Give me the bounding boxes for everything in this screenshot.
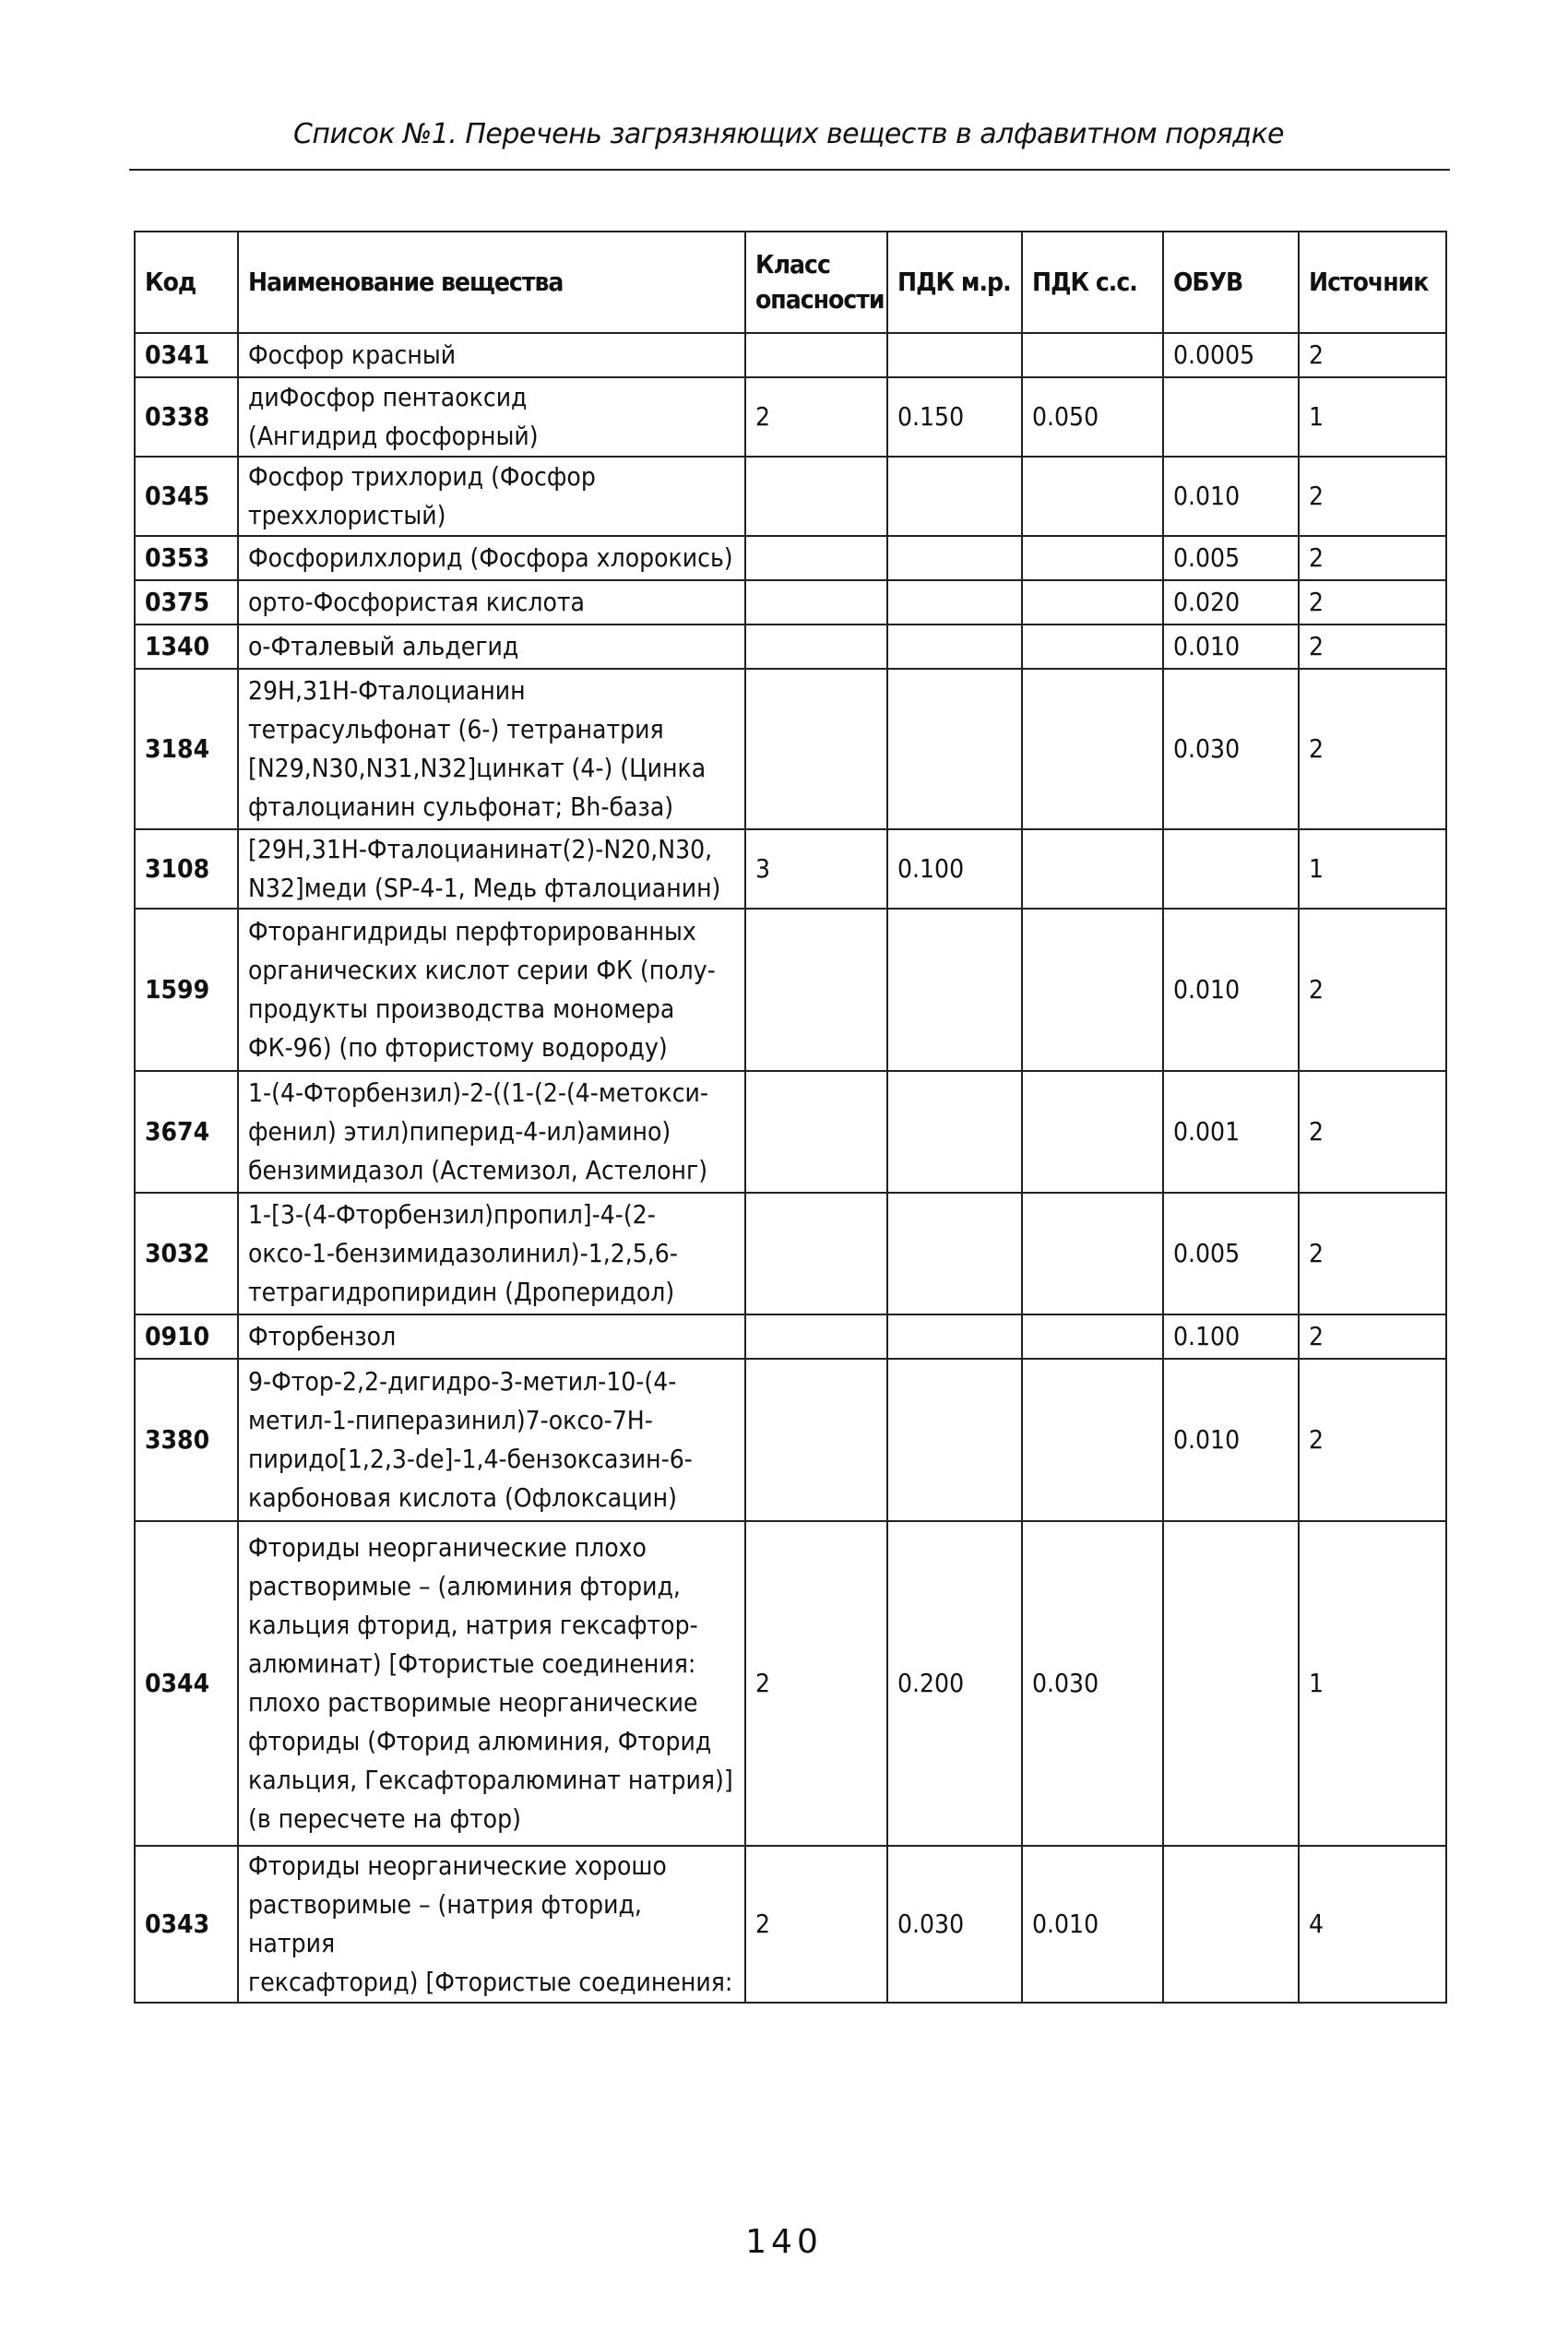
cell-pdk-mr — [887, 457, 1022, 536]
cell-hazard-class — [745, 1314, 887, 1359]
table-row — [135, 669, 1446, 829]
cell-obuv: 0.005 — [1163, 1193, 1299, 1314]
table-row — [135, 624, 1446, 669]
cell-pdk-ss — [1022, 1359, 1163, 1521]
table-row — [135, 457, 1446, 536]
cell-source: 2 — [1299, 909, 1446, 1071]
cell-pdk-ss: 0.050 — [1022, 377, 1163, 457]
cell-code: 3184 — [135, 669, 238, 829]
cell-code: 0353 — [135, 536, 238, 580]
table-row — [135, 1314, 1446, 1359]
cell-obuv: 0.100 — [1163, 1314, 1299, 1359]
col-header-obuv: ОБУВ — [1163, 232, 1299, 333]
cell-source: 1 — [1299, 1521, 1446, 1846]
col-header-pdk-ss: ПДК с.с. — [1022, 232, 1163, 333]
col-header-name: Наименование вещества — [238, 232, 745, 333]
cell-pdk-mr — [887, 909, 1022, 1071]
table-row — [135, 333, 1446, 377]
cell-obuv: 0.010 — [1163, 909, 1299, 1071]
cell-obuv — [1163, 1521, 1299, 1846]
cell-source: 2 — [1299, 1193, 1446, 1314]
cell-obuv: 0.0005 — [1163, 333, 1299, 377]
cell-hazard-class — [745, 457, 887, 536]
cell-pdk-ss — [1022, 580, 1163, 624]
cell-obuv: 0.005 — [1163, 536, 1299, 580]
cell-name: Фосфор красный — [238, 333, 745, 377]
cell-name: [29H,31H-Фталоцианинат(2)-N20,N30, N32]меди (SP-4-1, Медь фталоцианин) — [238, 829, 745, 909]
table-row — [135, 1521, 1446, 1846]
cell-name: Фторбензол — [238, 1314, 745, 1359]
cell-hazard-class — [745, 1359, 887, 1521]
substances-table — [134, 231, 1447, 2004]
cell-code: 3674 — [135, 1071, 238, 1193]
cell-pdk-mr: 0.150 — [887, 377, 1022, 457]
table-row — [135, 377, 1446, 457]
cell-source: 2 — [1299, 457, 1446, 536]
cell-hazard-class — [745, 909, 887, 1071]
cell-code: 1340 — [135, 624, 238, 669]
cell-name: Фосфорилхлорид (Фосфора хлорокись) — [238, 536, 745, 580]
cell-pdk-ss — [1022, 457, 1163, 536]
cell-source: 2 — [1299, 580, 1446, 624]
cell-pdk-mr — [887, 624, 1022, 669]
col-header-code: Код — [135, 232, 238, 333]
cell-code: 0341 — [135, 333, 238, 377]
cell-hazard-class — [745, 580, 887, 624]
table-body — [135, 333, 1446, 2003]
header-rule — [129, 169, 1450, 171]
cell-pdk-ss: 0.030 — [1022, 1521, 1163, 1846]
cell-hazard-class — [745, 669, 887, 829]
cell-code: 0343 — [135, 1846, 238, 2003]
cell-hazard-class — [745, 624, 887, 669]
cell-code: 0345 — [135, 457, 238, 536]
cell-hazard-class — [745, 1071, 887, 1193]
cell-pdk-ss — [1022, 1071, 1163, 1193]
cell-obuv — [1163, 829, 1299, 909]
cell-code: 1599 — [135, 909, 238, 1071]
cell-source: 2 — [1299, 669, 1446, 829]
cell-name: 1-[3-(4-Фторбензил)пропил]-4-(2- оксо-1-бензимидазолинил)-1,2,5,6- тетрагидропиридин (Дроперидол) — [238, 1193, 745, 1314]
col-header-pdk-mr: ПДК м.р. — [887, 232, 1022, 333]
cell-name: Фториды неорганические плохо растворимые – (алюминия фторид, кальция фторид, натрия гексафтор- алюминат) [Фтористые соединения: плохо растворимые неорганические фториды (Фторид алюминия, Фторид кальция, Гексафторалюминат натрия)] (в пересчете на фтор) — [238, 1521, 745, 1846]
cell-pdk-mr — [887, 1193, 1022, 1314]
cell-obuv — [1163, 377, 1299, 457]
cell-pdk-ss: 0.010 — [1022, 1846, 1163, 2003]
cell-name: 29H,31H-Фталоцианин тетрасульфонат (6-) тетранатрия [N29,N30,N31,N32]цинкат (4-) (Цинка фталоцианин сульфонат; Bh-база) — [238, 669, 745, 829]
cell-pdk-mr — [887, 1359, 1022, 1521]
cell-name: диФосфор пентаоксид (Ангидрид фосфорный) — [238, 377, 745, 457]
cell-name: орто-Фосфористая кислота — [238, 580, 745, 624]
table-row — [135, 580, 1446, 624]
cell-source: 4 — [1299, 1846, 1446, 2003]
cell-name: Фториды неорганические хорошо растворимые – (натрия фторид, натрия гексафторид) [Фтористые соединения: — [238, 1846, 745, 2003]
cell-pdk-mr: 0.030 — [887, 1846, 1022, 2003]
running-header: Список №1. Перечень загрязняющих веществ в алфавитном порядке — [292, 118, 1285, 150]
cell-hazard-class: 2 — [745, 377, 887, 457]
cell-pdk-ss — [1022, 909, 1163, 1071]
cell-name: 9-Фтор-2,2-дигидро-3-метил-10-(4- метил-1-пиперазинил)7-оксо-7Н- пиридо[1,2,3-de]-1,4-бензоксазин-6- карбоновая кислота (Офлоксацин) — [238, 1359, 745, 1521]
col-header-hazard-class: Класс опасности — [745, 232, 887, 333]
cell-code: 0338 — [135, 377, 238, 457]
cell-code: 0910 — [135, 1314, 238, 1359]
cell-source: 1 — [1299, 377, 1446, 457]
cell-code: 3380 — [135, 1359, 238, 1521]
cell-source: 2 — [1299, 1359, 1446, 1521]
table-row — [135, 1846, 1446, 2003]
cell-obuv: 0.010 — [1163, 457, 1299, 536]
cell-code: 0344 — [135, 1521, 238, 1846]
cell-pdk-ss — [1022, 669, 1163, 829]
cell-source: 2 — [1299, 624, 1446, 669]
page-number: 140 — [745, 2223, 823, 2261]
cell-name: Фосфор трихлорид (Фосфор треххлористый) — [238, 457, 745, 536]
cell-obuv: 0.030 — [1163, 669, 1299, 829]
cell-source: 2 — [1299, 1314, 1446, 1359]
cell-code: 0375 — [135, 580, 238, 624]
cell-pdk-ss — [1022, 1314, 1163, 1359]
cell-pdk-ss — [1022, 624, 1163, 669]
cell-source: 1 — [1299, 829, 1446, 909]
table-row — [135, 909, 1446, 1071]
cell-obuv: 0.001 — [1163, 1071, 1299, 1193]
cell-pdk-mr — [887, 1314, 1022, 1359]
cell-pdk-mr: 0.200 — [887, 1521, 1022, 1846]
cell-source: 2 — [1299, 1071, 1446, 1193]
cell-hazard-class: 2 — [745, 1521, 887, 1846]
cell-pdk-mr — [887, 1071, 1022, 1193]
cell-name: о-Фталевый альдегид — [238, 624, 745, 669]
cell-pdk-mr — [887, 536, 1022, 580]
table-row — [135, 1071, 1446, 1193]
table-row — [135, 1359, 1446, 1521]
cell-name: Фторангидриды перфторированных органических кислот серии ФК (полу- продукты производства мономера ФК-96) (по фтористому водороду) — [238, 909, 745, 1071]
cell-pdk-mr — [887, 333, 1022, 377]
cell-hazard-class — [745, 333, 887, 377]
col-header-source: Источник — [1299, 232, 1446, 333]
cell-obuv: 0.010 — [1163, 624, 1299, 669]
cell-hazard-class — [745, 536, 887, 580]
cell-pdk-ss — [1022, 829, 1163, 909]
cell-code: 3108 — [135, 829, 238, 909]
cell-pdk-ss — [1022, 536, 1163, 580]
cell-name: 1-(4-Фторбензил)-2-((1-(2-(4-метокси- фенил) этил)пиперид-4-ил)амино) бензимидазол (Астемизол, Астелонг) — [238, 1071, 745, 1193]
cell-obuv: 0.020 — [1163, 580, 1299, 624]
cell-pdk-mr: 0.100 — [887, 829, 1022, 909]
cell-obuv: 0.010 — [1163, 1359, 1299, 1521]
cell-hazard-class — [745, 1193, 887, 1314]
cell-pdk-mr — [887, 669, 1022, 829]
table-row — [135, 536, 1446, 580]
table-header-row — [135, 232, 1446, 333]
table-row — [135, 1193, 1446, 1314]
cell-pdk-ss — [1022, 333, 1163, 377]
cell-source: 2 — [1299, 536, 1446, 580]
cell-pdk-ss — [1022, 1193, 1163, 1314]
cell-code: 3032 — [135, 1193, 238, 1314]
cell-source: 2 — [1299, 333, 1446, 377]
cell-pdk-mr — [887, 580, 1022, 624]
table-row — [135, 829, 1446, 909]
cell-obuv — [1163, 1846, 1299, 2003]
cell-hazard-class: 3 — [745, 829, 887, 909]
cell-hazard-class: 2 — [745, 1846, 887, 2003]
